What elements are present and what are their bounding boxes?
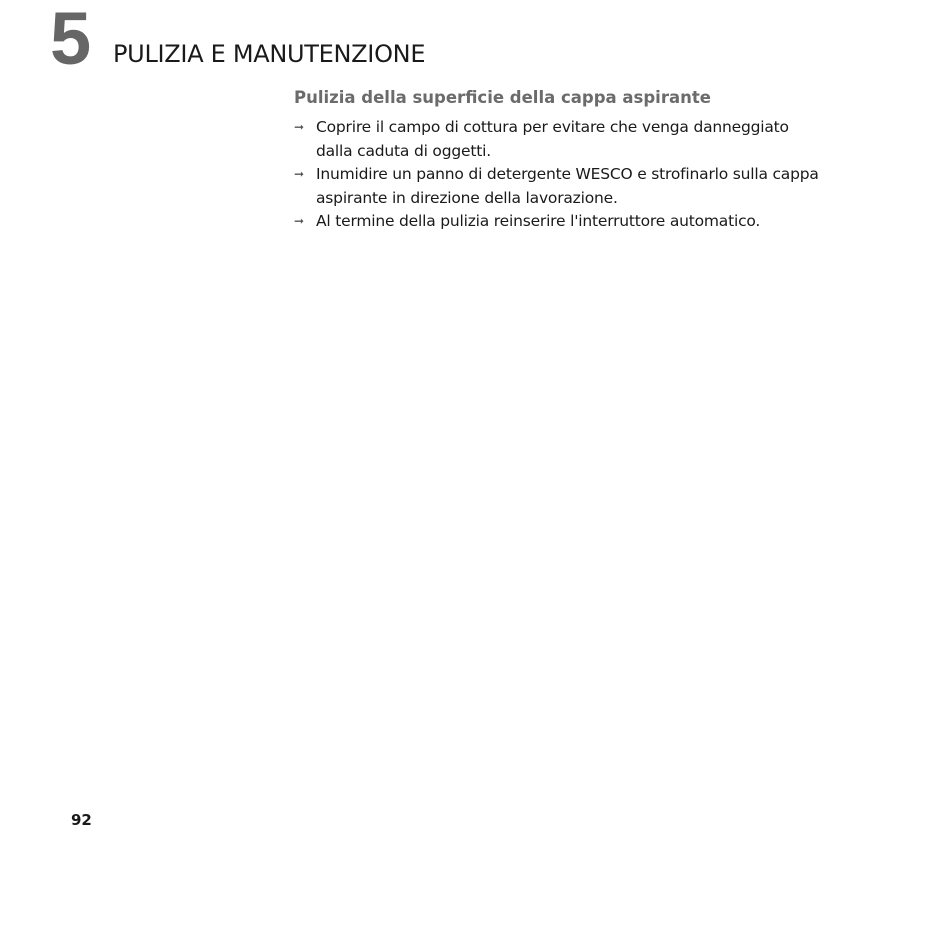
instruction-list [294, 116, 854, 234]
arrow-right-icon: ➞ [294, 214, 304, 229]
cleaning-section [294, 86, 854, 234]
chapter-number: 5 [50, 0, 92, 80]
instruction-step [294, 116, 854, 163]
instruction-step [294, 163, 854, 210]
arrow-right-icon: ➞ [294, 167, 304, 182]
instruction-step [294, 210, 854, 234]
section-heading: Pulizia della superficie della cappa aspirante [294, 88, 711, 107]
instruction-text-line: Al termine della pulizia reinserire l'interruttore automatico. [316, 212, 761, 231]
instruction-text-line: aspirante in direzione della lavorazione. [316, 188, 618, 207]
arrow-right-icon: ➞ [294, 120, 304, 134]
page-number: 92 [71, 811, 92, 829]
instruction-text-line: Inumidire un panno di detergente WESCO e strofinarlo sulla cappa [316, 165, 819, 184]
instruction-text-line: Coprire il campo di cottura per evitare che venga danneggiato [316, 118, 789, 136]
chapter-title: PULIZIA E MANUTENZIONE [113, 40, 426, 68]
instruction-text-line: dalla caduta di oggetti. [316, 141, 491, 160]
